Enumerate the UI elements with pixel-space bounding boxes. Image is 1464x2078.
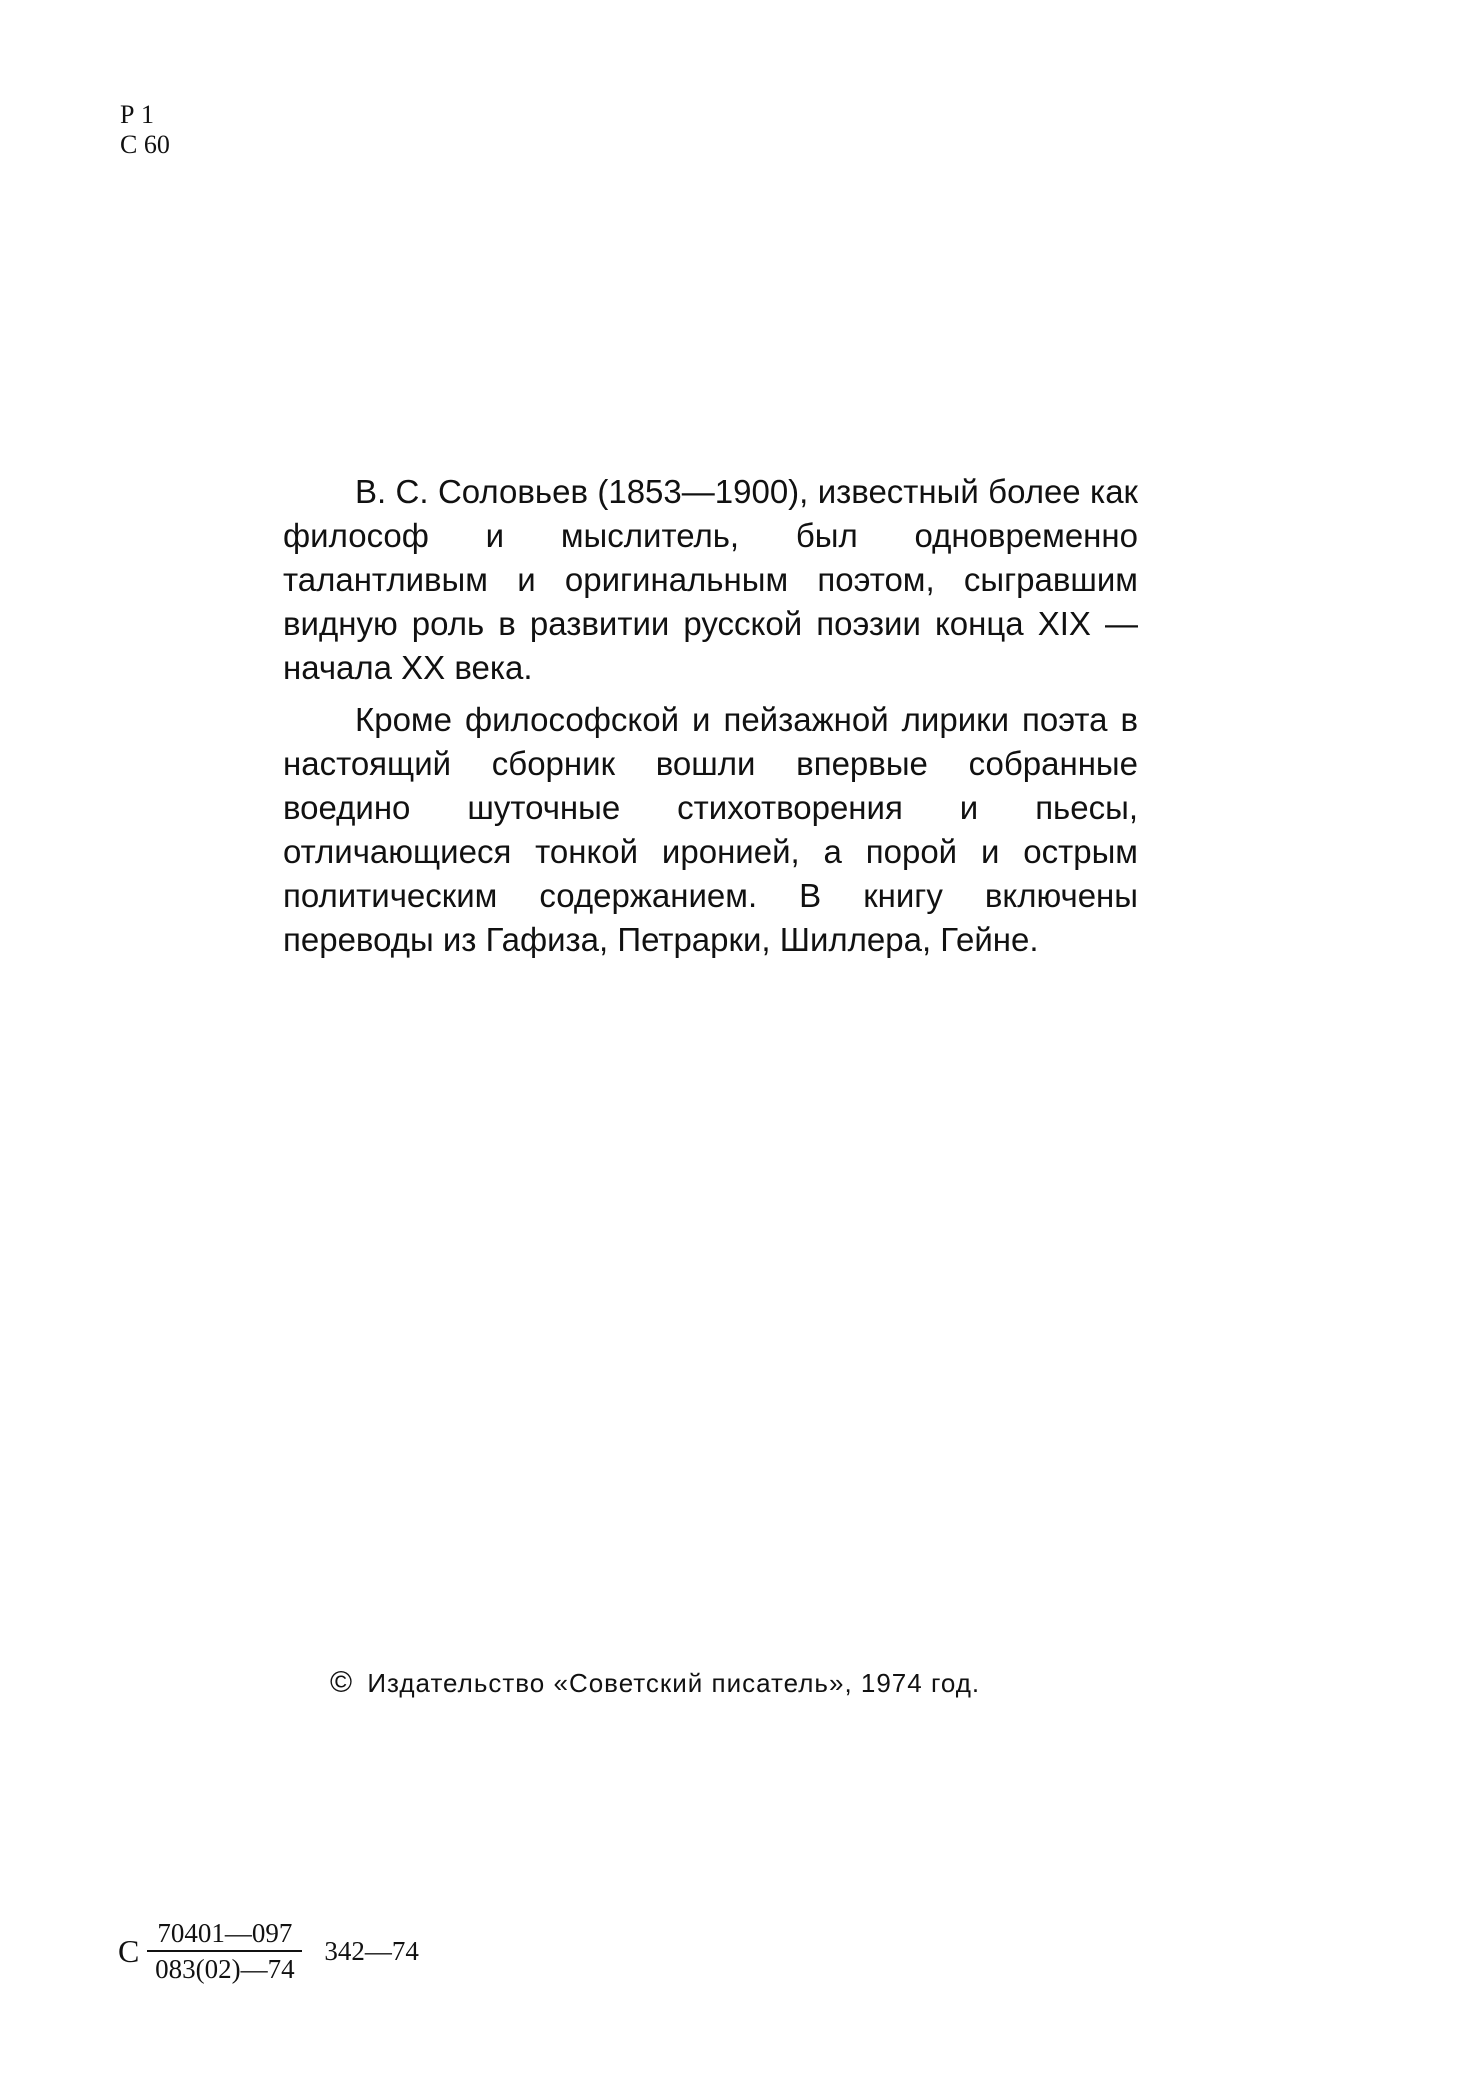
index-letter: С [118,1932,140,1969]
index-numerator: 70401—097 [147,1918,302,1952]
classification-line-2: С 60 [120,130,170,159]
publication-index [118,1918,419,1984]
classification-code [120,100,170,160]
book-annotation [283,470,1138,970]
copyright-icon: © [330,1666,354,1699]
copyright-notice [330,1666,980,1700]
classification-line-1: Р 1 [120,100,154,129]
index-code: 342—74 [324,1935,419,1966]
annotation-paragraph-1: В. С. Соловьев (1853—1900), известный более как философ и мыслитель, был одновременно талантливым и оригинальным поэтом, сыгравшим видную роль в развитии русской поэзии конца XIX — начала XX века. [283,473,1138,686]
index-denominator: 083(02)—74 [155,1954,295,1984]
index-fraction [147,1918,302,1984]
copyright-text: Издательство «Советский писатель», 1974 год. [367,1668,981,1698]
annotation-paragraph-2: Кроме философской и пейзажной лирики поэта в настоящий сборник вошли впервые собранные воедино шуточные стихотворения и пьесы, отличающиеся тонкой иронией, а порой и острым политическим содержанием. В книгу включены переводы из Гафиза, Петрарки, Шиллера, Гейне. [283,701,1138,958]
